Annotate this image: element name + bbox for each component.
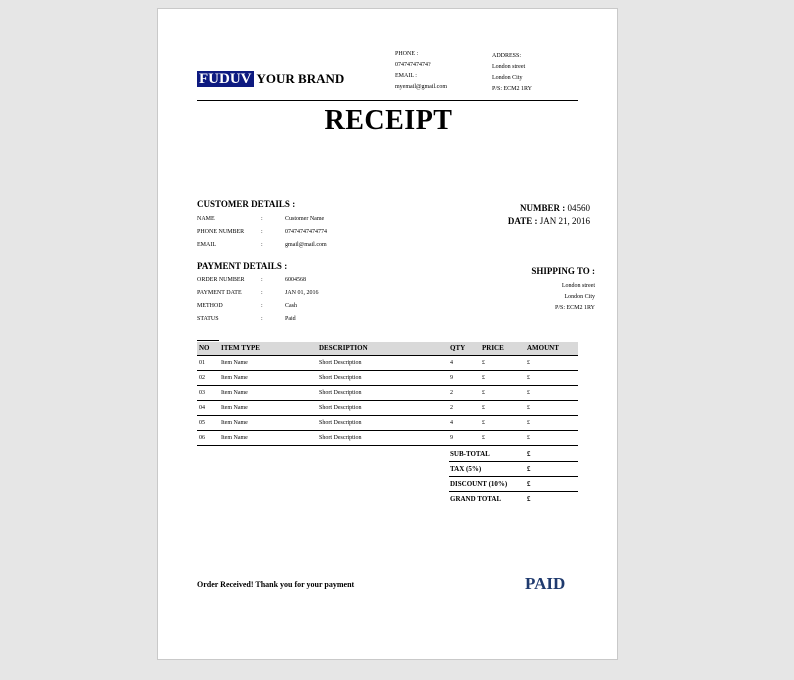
grand-total-row (449, 492, 578, 506)
header-no: NO (199, 344, 210, 352)
cell-description: Short Description (319, 405, 362, 411)
total-label: GRAND TOTAL (450, 495, 502, 503)
cell-description: Short Description (319, 435, 362, 441)
customer-details (197, 216, 357, 255)
header-description: DESCRIPTION (319, 344, 368, 352)
address-line: London street (492, 64, 526, 70)
detail-separator: : (261, 316, 263, 322)
brand-logo: FUDUV (199, 71, 252, 87)
total-value: £ (527, 480, 531, 488)
detail-value: Customer Name (285, 216, 325, 222)
shipping-title: SHIPPING TO : (531, 266, 595, 276)
detail-label: PAYMENT DATE (197, 290, 242, 296)
detail-row (197, 216, 357, 229)
cell-no: 01 (199, 360, 205, 366)
detail-value: JAN 01, 2016 (285, 290, 319, 296)
detail-separator: : (261, 290, 263, 296)
table-row (197, 416, 578, 431)
phone-label: PHONE : (395, 51, 419, 57)
page-title: RECEIPT (324, 105, 453, 136)
address-line: P/S: ECM2 1RY (492, 86, 533, 92)
cell-price: £ (482, 435, 485, 441)
cell-description: Short Description (319, 360, 362, 366)
detail-value: Paid (285, 316, 296, 322)
number-value: 04560 (567, 203, 590, 213)
detail-label: STATUS (197, 316, 219, 322)
table-row (197, 371, 578, 386)
contact-phone-email (395, 49, 447, 93)
detail-separator: : (261, 229, 263, 235)
total-value: £ (527, 450, 531, 458)
cell-no: 05 (199, 420, 205, 426)
detail-label: EMAIL (197, 242, 216, 248)
table-row (197, 401, 578, 416)
cell-qty: 4 (450, 420, 453, 426)
detail-value: Cash (285, 303, 297, 309)
total-label: TAX (5%) (450, 465, 482, 473)
cell-qty: 4 (450, 360, 453, 366)
tax-row (449, 462, 578, 477)
subtotal-row (449, 447, 578, 462)
header-divider (197, 100, 578, 101)
cell-qty: 9 (450, 375, 453, 381)
date-label: DATE : (507, 216, 538, 226)
address-line: London City (492, 75, 523, 81)
detail-label: METHOD (197, 303, 223, 309)
cell-amount: £ (527, 390, 530, 396)
payment-details-title: PAYMENT DETAILS : (197, 261, 288, 271)
detail-value: 07474747474774 (285, 229, 327, 235)
detail-row (197, 303, 357, 316)
cell-no: 06 (199, 435, 205, 441)
table-row (197, 356, 578, 371)
cell-price: £ (482, 405, 485, 411)
brand (197, 71, 344, 88)
email-value: myemail@gmail.com (395, 84, 448, 90)
detail-value: gmail@mail.com (285, 242, 327, 248)
discount-row (449, 477, 578, 492)
thank-you-note: Order Received! Thank you for your payment (197, 580, 355, 589)
table-row (197, 431, 578, 446)
cell-description: Short Description (319, 390, 362, 396)
header-item-type: ITEM TYPE (221, 344, 260, 352)
receipt-date (508, 216, 590, 226)
cell-price: £ (482, 390, 485, 396)
address-label: ADDRESS: (492, 53, 522, 59)
detail-label: PHONE NUMBER (197, 229, 245, 235)
cell-qty: 9 (450, 435, 453, 441)
detail-separator: : (261, 242, 263, 248)
total-label: DISCOUNT (10%) (450, 480, 508, 488)
receipt-number (520, 203, 590, 213)
date-value: JAN 21, 2016 (539, 216, 590, 226)
detail-row (197, 316, 357, 329)
shipping-line: London street (561, 283, 595, 289)
cell-item-type: Item Name (221, 360, 248, 366)
cell-amount: £ (527, 360, 530, 366)
cell-no: 03 (199, 390, 205, 396)
payment-details (197, 277, 357, 329)
detail-separator: : (261, 277, 263, 283)
cell-item-type: Item Name (221, 390, 248, 396)
cell-item-type: Item Name (221, 435, 248, 441)
detail-row (197, 290, 357, 303)
table-top-marker (197, 340, 219, 341)
cell-amount: £ (527, 435, 530, 441)
detail-row (197, 229, 357, 242)
cell-qty: 2 (450, 390, 453, 396)
header-amount: AMOUNT (527, 344, 559, 352)
items-table-header (197, 342, 578, 356)
cell-description: Short Description (319, 375, 362, 381)
detail-row (197, 242, 357, 255)
detail-row (197, 277, 357, 290)
cell-no: 02 (199, 375, 205, 381)
table-row (197, 386, 578, 401)
cell-price: £ (482, 375, 485, 381)
total-value: £ (527, 495, 531, 503)
total-label: SUB-TOTAL (450, 450, 490, 458)
cell-item-type: Item Name (221, 375, 248, 381)
paid-status: PAID (525, 574, 566, 593)
cell-price: £ (482, 420, 485, 426)
total-value: £ (527, 465, 531, 473)
cell-price: £ (482, 360, 485, 366)
customer-details-title: CUSTOMER DETAILS : (197, 199, 296, 209)
cell-amount: £ (527, 405, 530, 411)
header-price: PRICE (482, 344, 504, 352)
detail-value: 6004568 (285, 277, 306, 283)
cell-amount: £ (527, 375, 530, 381)
phone-value: 07474747474? (395, 62, 431, 68)
header-qty: QTY (450, 344, 466, 352)
cell-item-type: Item Name (221, 420, 248, 426)
shipping-line: London City (564, 294, 595, 300)
cell-item-type: Item Name (221, 405, 248, 411)
brand-tagline: YOUR BRAND (256, 71, 345, 86)
cell-qty: 2 (450, 405, 453, 411)
detail-separator: : (261, 216, 263, 222)
detail-label: ORDER NUMBER (197, 277, 245, 283)
cell-amount: £ (527, 420, 530, 426)
cell-no: 04 (199, 405, 205, 411)
detail-separator: : (261, 303, 263, 309)
detail-label: NAME (197, 216, 215, 222)
shipping-line: P/S: ECM2 1RY (554, 305, 595, 311)
receipt-page (157, 8, 618, 660)
cell-description: Short Description (319, 420, 362, 426)
contact-address (492, 51, 532, 95)
email-label: EMAIL : (395, 73, 417, 79)
number-label: NUMBER : (520, 203, 566, 213)
